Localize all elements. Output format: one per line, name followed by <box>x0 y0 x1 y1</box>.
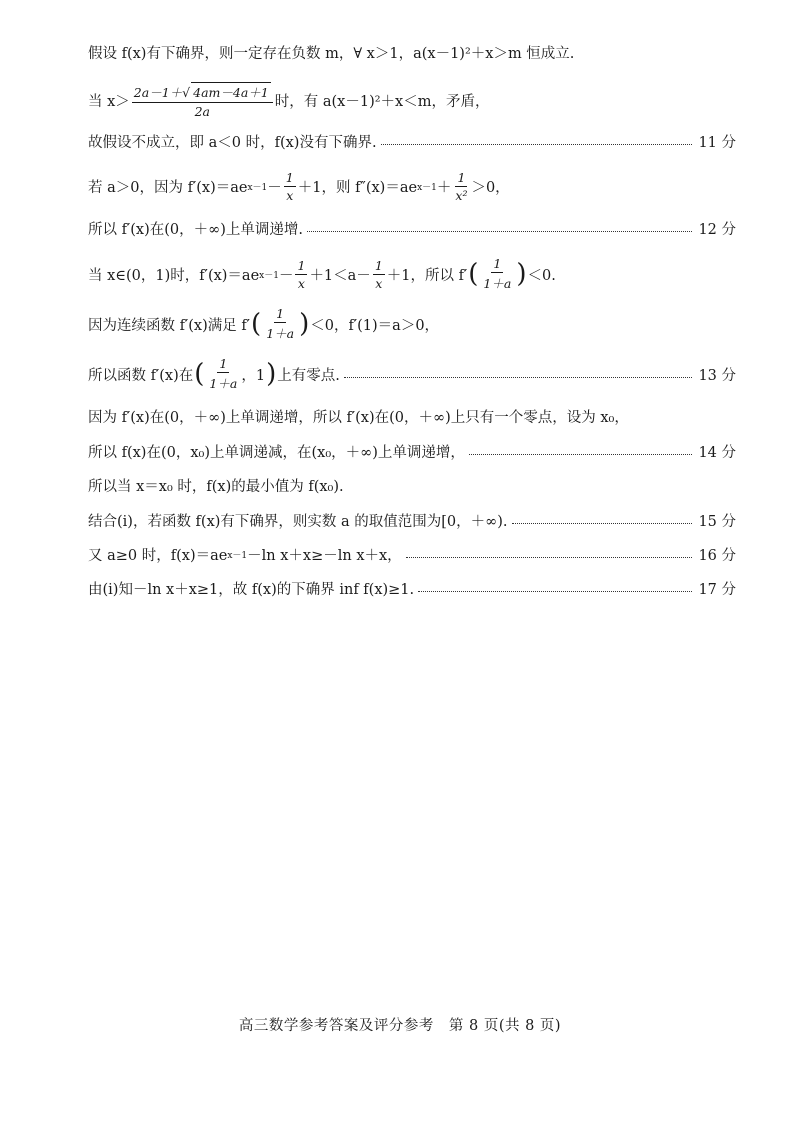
line-text: 所以当 x＝x₀ 时，f(x)的最小值为 f(x₀). <box>88 479 344 495</box>
line-if-a-positive <box>88 170 736 203</box>
line-text: 因为连续函数 f′(x)满足 f′ <box>88 317 251 334</box>
fraction <box>373 258 385 291</box>
left-paren: ( <box>194 359 205 389</box>
numerator-text: 2a－1＋ <box>133 85 183 100</box>
line-text: － <box>267 180 282 196</box>
line-f-prime-increasing <box>88 218 736 239</box>
fraction <box>284 170 296 203</box>
fraction-denominator: x <box>375 275 383 291</box>
fraction-numerator <box>132 82 273 103</box>
line-when-x-greater <box>88 82 736 119</box>
line-range-of-a <box>88 510 736 531</box>
exponent: x－1 <box>227 551 248 561</box>
fraction-denominator: 2a <box>194 104 210 119</box>
sqrt-content: 4am－4a＋1 <box>191 82 271 101</box>
fraction <box>207 356 239 392</box>
fraction-numerator: 1 <box>493 256 502 271</box>
fraction-denominator: x <box>286 188 294 203</box>
fraction <box>481 256 513 292</box>
line-has-zero <box>88 356 736 392</box>
line-f-monotonic <box>88 441 736 462</box>
line-assumption-false <box>88 131 736 152</box>
fraction-numerator: 1 <box>276 306 285 321</box>
line-text: ＋ <box>436 180 452 196</box>
fraction-denominator: x <box>297 275 305 291</box>
exponent: x－1 <box>417 183 437 193</box>
fraction <box>264 306 296 342</box>
fraction-denominator: 1＋a <box>209 376 238 391</box>
line-text: 若 a＞0，因为 f′(x)＝ae <box>88 180 248 196</box>
fraction <box>132 82 273 119</box>
line-text: －ln x＋x≥－ln x＋x， <box>247 548 402 564</box>
line-text: 所以 f′(x)在(0，＋∞)上单调递增. <box>88 222 303 238</box>
dot-leader <box>512 523 693 524</box>
line-continuous-function <box>88 306 736 342</box>
line-text: 所以函数 f′(x)在 <box>88 367 194 384</box>
fraction-numerator: 1 <box>219 356 228 371</box>
dot-leader <box>307 231 692 232</box>
dot-leader <box>381 144 693 145</box>
line-text: ＋1，所以 f′ <box>386 267 468 284</box>
page-footer: 高三数学参考答案及评分参考 第 8 页(共 8 页) <box>238 1018 562 1034</box>
score-label: 17 分 <box>698 582 736 598</box>
line-text: 假设 f(x)有下确界，则一定存在负数 m，∀ x＞1，a(x－1)²＋x＞m 恒成立. <box>88 46 575 62</box>
line-only-one-zero <box>88 406 736 427</box>
line-infimum <box>88 578 736 599</box>
fraction-denominator: 1＋a <box>483 276 512 291</box>
dot-leader <box>469 454 693 455</box>
score-label: 12 分 <box>698 222 736 238</box>
line-text: 当 x∈(0，1)时，f′(x)＝ae <box>88 267 260 284</box>
line-text: 故假设不成立，即 a＜0 时，f(x)没有下确界. <box>88 135 377 151</box>
fraction <box>295 258 307 291</box>
fraction-denominator: x² <box>455 188 468 203</box>
fraction-numerator: 1 <box>297 257 306 273</box>
line-text: ＋1，则 f″(x)＝ae <box>297 180 418 196</box>
right-paren: ) <box>299 309 310 339</box>
sqrt-icon: √ <box>182 85 191 100</box>
right-paren: ) <box>516 259 527 289</box>
fraction-denominator: 1＋a <box>266 326 295 341</box>
right-paren: ) <box>266 359 277 389</box>
line-minimum-value <box>88 475 736 496</box>
score-label: 14 分 <box>698 445 736 461</box>
exponent: x－1 <box>259 270 279 281</box>
line-text: 又 a≥0 时，f(x)＝ae <box>88 548 228 564</box>
left-paren: ( <box>468 259 479 289</box>
line-text: ＜0. <box>527 267 556 284</box>
fraction-numerator: 1 <box>374 257 383 273</box>
line-text: ＋1＜a－ <box>309 267 371 284</box>
fraction-numerator: 1 <box>457 170 466 185</box>
line-x-in-0-1 <box>88 256 736 292</box>
line-a-nonnegative <box>88 544 736 565</box>
score-label: 16 分 <box>698 548 736 564</box>
dot-leader <box>344 377 693 378</box>
line-text: 当 x＞ <box>88 94 130 110</box>
line-text: 时，有 a(x－1)²＋x＜m，矛盾， <box>274 94 490 110</box>
line-text: 结合(i)，若函数 f(x)有下确界，则实数 a 的取值范围为[0，＋∞). <box>88 514 508 530</box>
line-text: － <box>278 267 294 284</box>
line-assume-lower-bound <box>88 42 736 63</box>
score-label: 11 分 <box>698 135 736 151</box>
line-text: ＜0，f′(1)＝a＞0， <box>310 317 440 334</box>
dot-leader <box>406 557 693 558</box>
line-text: ，1 <box>241 367 266 384</box>
line-text: 因为 f′(x)在(0，＋∞)上单调递增，所以 f′(x)在(0，＋∞)上只有一个零点，设为 x₀， <box>88 410 629 426</box>
score-label: 15 分 <box>698 514 736 530</box>
fraction <box>453 170 469 203</box>
line-text: ＞0， <box>471 180 510 196</box>
line-text: 所以 f(x)在(0，x₀)上单调递减，在(x₀，＋∞)上单调递增， <box>88 445 465 461</box>
line-text: 由(i)知－ln x＋x≥1，故 f(x)的下确界 inf f(x)≥1. <box>88 582 415 598</box>
dot-leader <box>418 591 692 592</box>
line-text: 上有零点. <box>277 367 340 384</box>
left-paren: ( <box>251 309 262 339</box>
fraction-numerator: 1 <box>285 170 294 185</box>
exponent: x－1 <box>247 183 268 193</box>
score-label: 13 分 <box>698 367 736 384</box>
